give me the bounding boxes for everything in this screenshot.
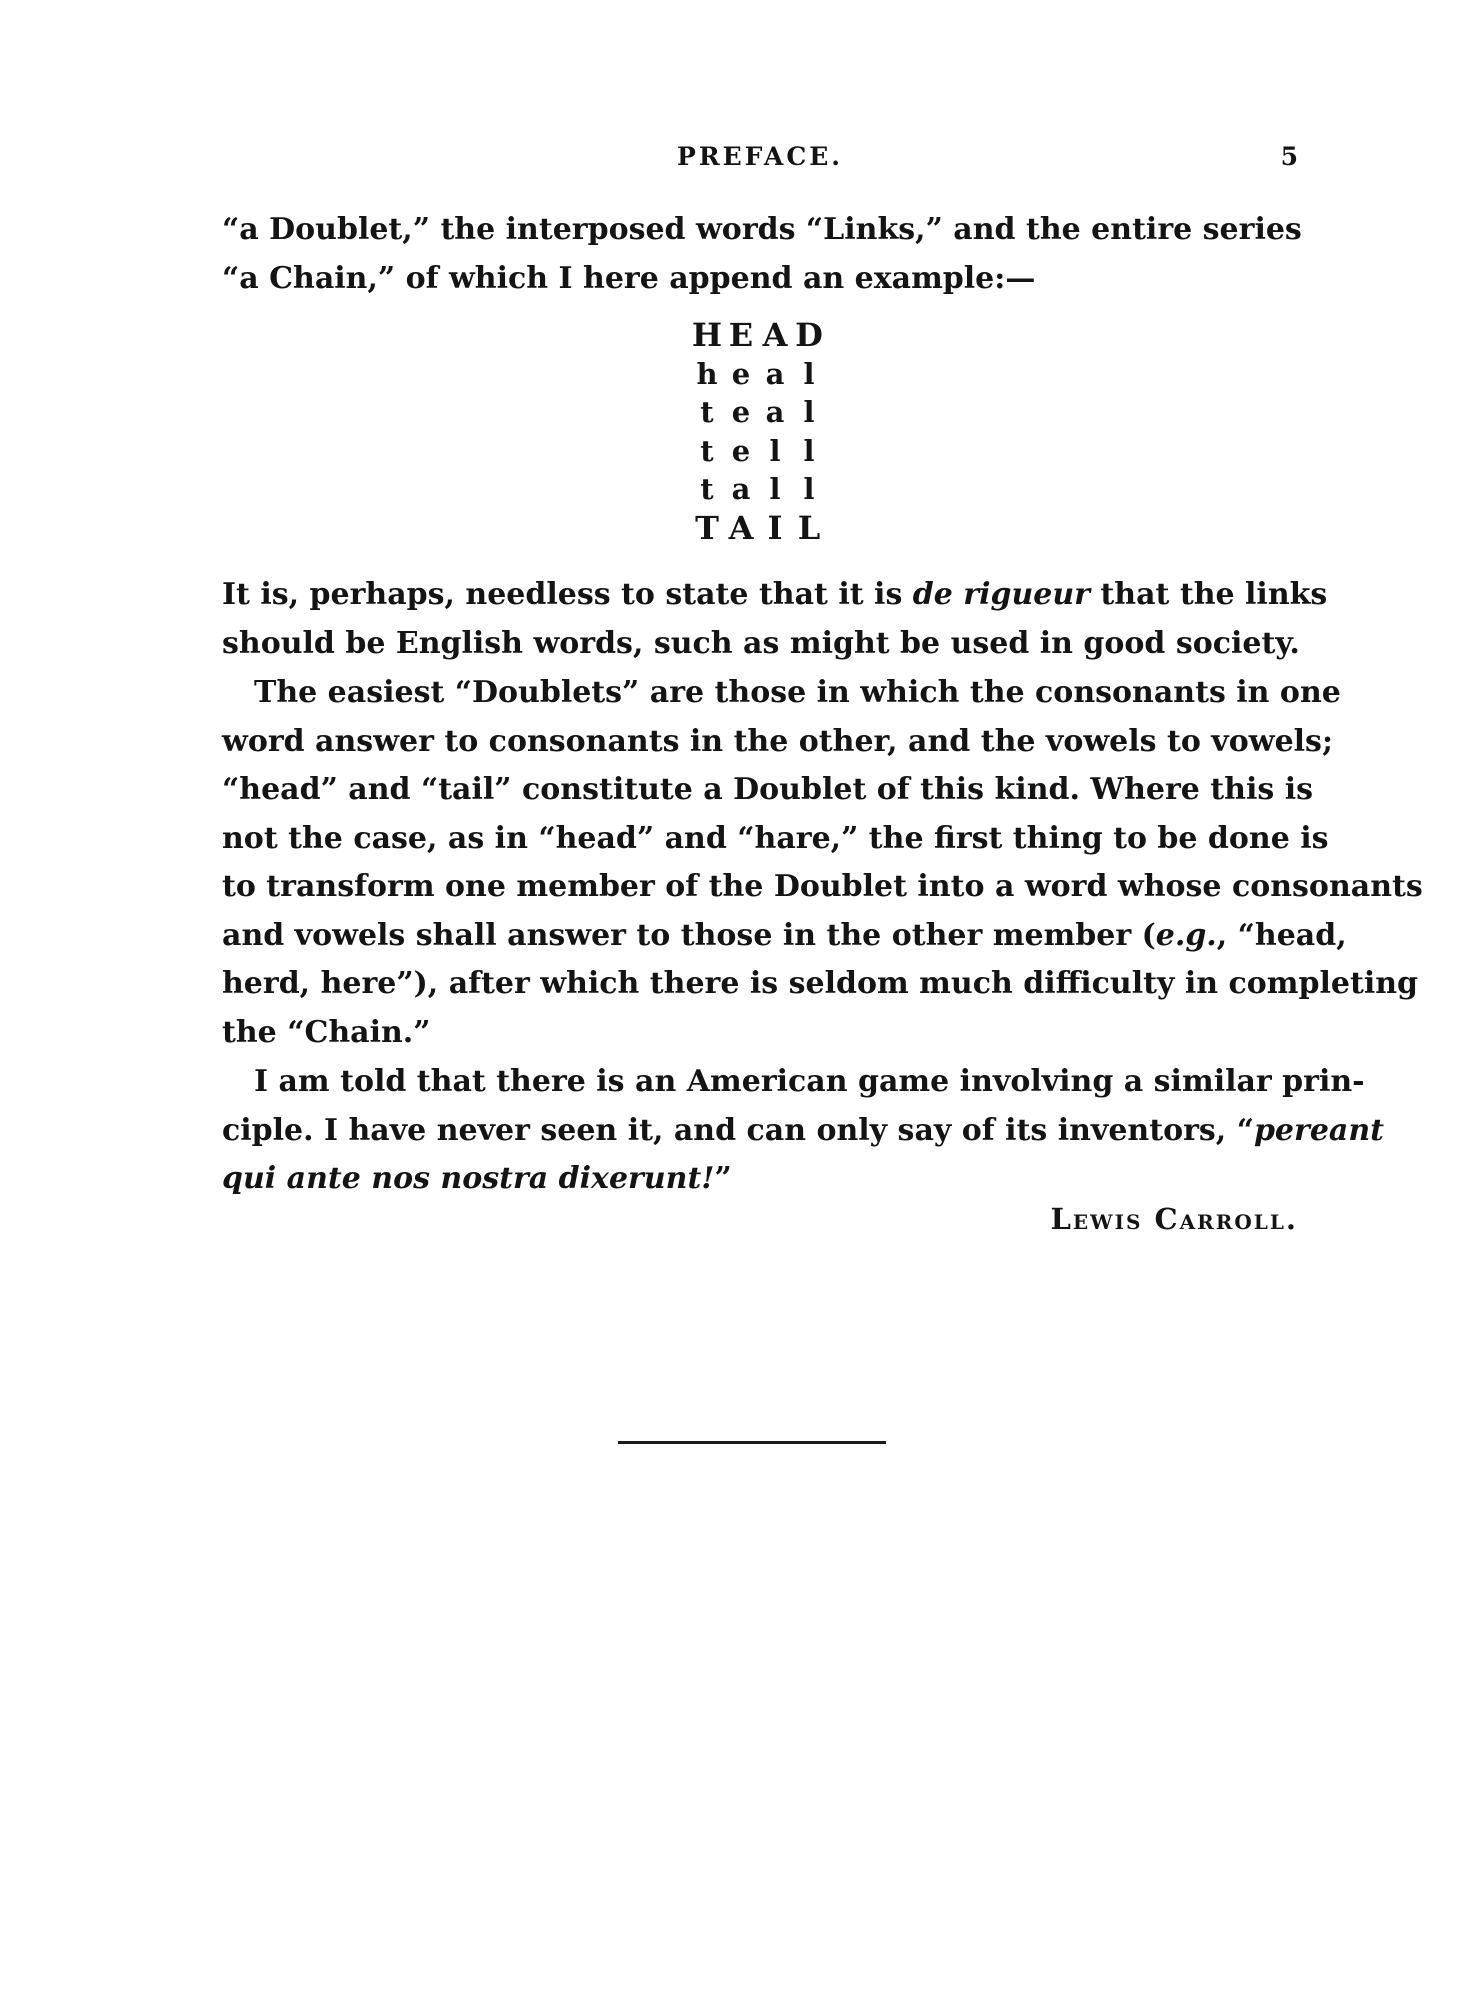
chain-row [690, 509, 826, 548]
section-end-rule [618, 1441, 886, 1444]
text-line: I am told that there is an American game involving a similar prin- [254, 1064, 1365, 1099]
chain-row [690, 316, 826, 355]
text-line [222, 912, 1347, 961]
running-title: PREFACE. [677, 142, 843, 171]
author-signature: Lewis Carroll. [1050, 1202, 1298, 1236]
chain-letter: a [765, 356, 785, 391]
chain-letter: l [803, 472, 815, 506]
chain-letter: a [765, 395, 785, 429]
text-run: ” [714, 1161, 732, 1196]
chain-letter: l [769, 433, 781, 468]
chain-letter: l [803, 395, 815, 429]
paragraph-easiest-doublets [222, 669, 1423, 1057]
chain-letter: t [700, 472, 714, 506]
page-number: 5 [1280, 142, 1298, 171]
text-run: ciple. I have never seen it, and can only say of its inventors, “ [222, 1112, 1254, 1148]
chain-letter: e [731, 395, 751, 429]
text-line [222, 1155, 1298, 1204]
text-line: The easiest “Doublets” are those in which the consonants in one [254, 675, 1341, 710]
text-line: “a Doublet,” the interposed words “Links,” and the entire series [222, 212, 1302, 247]
italic-phrase: qui ante nos nostra dixerunt! [222, 1161, 715, 1196]
text-line [222, 571, 1328, 620]
text-line: word answer to consonants in the other, and the vowels to vowels; [222, 723, 1334, 759]
text-line: to transform one member of the Doublet into a word whose consonants [222, 869, 1423, 904]
chain-letter: l [769, 472, 781, 506]
chain-letter: e [731, 356, 751, 391]
text-line: herd, here”), after which there is seldom much difficulty in completing [222, 966, 1419, 1001]
chain-letter: D [795, 316, 823, 354]
text-line: “a Chain,” of which I here append an example:— [222, 260, 1036, 296]
text-run: and vowels shall answer to those in the other member ( [222, 917, 1156, 953]
chain-letter: t [700, 395, 714, 429]
paragraph-intro [222, 206, 1302, 303]
chain-letter: A [728, 508, 754, 547]
chain-letter: t [700, 433, 714, 468]
text-line [222, 1107, 1385, 1156]
text-line: “head” and “tail” constitute a Doublet of this kind. Where this is [222, 772, 1313, 807]
chain-letter: E [728, 316, 754, 354]
chain-letter: e [731, 433, 751, 468]
chain-letter: I [767, 508, 783, 547]
italic-phrase: de rigueur [912, 577, 1090, 612]
chain-letter: l [803, 356, 815, 391]
chain-letter: L [797, 508, 821, 547]
paragraph-de-rigueur [222, 571, 1328, 668]
italic-phrase: pereant [1253, 1112, 1385, 1148]
chain-letter: A [762, 316, 788, 354]
paragraph-american-game [222, 1058, 1385, 1204]
text-line: not the case, as in “head” and “hare,” the first thing to be done is [222, 820, 1329, 856]
text-run: It is, perhaps, needless to state that it is [222, 577, 913, 612]
chain-letter: H [691, 316, 723, 354]
running-head [222, 142, 1298, 182]
chain-row [690, 393, 826, 432]
text-run: that the links [1089, 577, 1328, 612]
chain-row [690, 432, 826, 471]
doublet-chain [690, 316, 826, 547]
chain-letter: T [695, 508, 719, 547]
chain-row [690, 470, 826, 509]
text-run: , “head, [1216, 917, 1347, 953]
chain-letter: h [696, 356, 718, 391]
italic-phrase: e.g. [1155, 917, 1217, 953]
chain-row [690, 355, 826, 394]
text-line: the “Chain.” [222, 1014, 431, 1050]
text-line: should be English words, such as might be used in good society. [222, 625, 1300, 661]
chain-letter: a [731, 472, 751, 506]
chain-letter: l [803, 433, 815, 468]
